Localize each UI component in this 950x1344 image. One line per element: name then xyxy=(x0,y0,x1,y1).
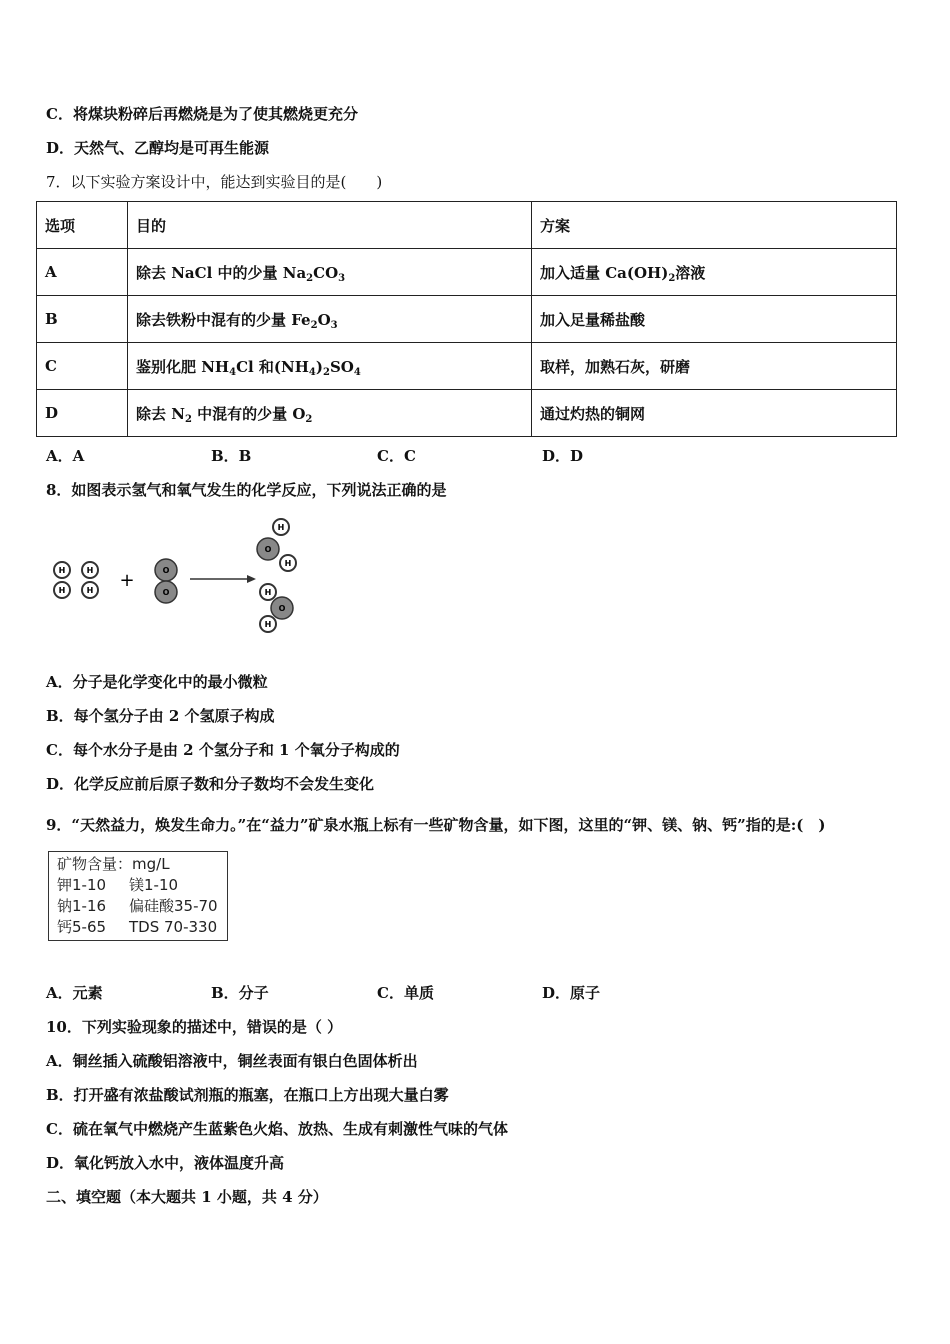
mineral-item: 钠1-16 xyxy=(57,897,107,915)
mineral-item: 镁1-10 xyxy=(129,876,179,894)
svg-text:O: O xyxy=(162,566,170,575)
svg-text:O: O xyxy=(162,588,170,597)
svg-text:H: H xyxy=(284,559,292,568)
mineral-item: 钾1-10 xyxy=(57,876,107,894)
hydrogen-molecule xyxy=(82,562,98,598)
plus-sign: + xyxy=(119,570,135,591)
q10-option-a[interactable]: A．铜丝插入硫酸铝溶液中，铜丝表面有银白色固体析出 xyxy=(46,1052,418,1070)
mineral-item: 偏硅酸35-70 xyxy=(129,897,218,915)
q10-option-d[interactable]: D．氧化钙放入水中，液体温度升高 xyxy=(46,1154,285,1172)
hydrogen-molecule xyxy=(54,562,70,598)
row-plan: 取样，加熟石灰，研磨 xyxy=(532,343,897,390)
q6-option-d: D．天然气、乙醇均是可再生能源 xyxy=(46,139,270,157)
svg-text:H: H xyxy=(277,523,285,532)
table-row xyxy=(37,343,897,390)
q7-experiment-table xyxy=(36,201,897,437)
choice-d[interactable]: D．原子 xyxy=(542,984,601,1002)
svg-text:H: H xyxy=(86,586,94,595)
water-molecule xyxy=(260,584,293,632)
choice-b[interactable]: B．分子 xyxy=(211,984,269,1002)
choice-c[interactable]: C．C xyxy=(377,447,416,465)
arrow-icon xyxy=(190,575,256,583)
row-option: A xyxy=(37,249,128,296)
choice-d[interactable]: D．D xyxy=(542,447,584,465)
q9-stem: 9．“天然益力，焕发生命力。”在“益力”矿泉水瓶上标有一些矿物含量，如下图，这里的“钾、镁、钠、钙”指的是:( ) xyxy=(46,816,826,834)
oxygen-molecule xyxy=(155,559,177,603)
header-purpose: 目的 xyxy=(128,202,532,249)
mineral-item: 钙5-65 xyxy=(57,918,107,936)
mineral-label-title: 矿物含量：mg/L xyxy=(57,855,170,873)
svg-text:H: H xyxy=(264,620,272,629)
mineral-content-label xyxy=(48,851,228,941)
water-molecule xyxy=(257,519,296,571)
q8-option-c[interactable]: C．每个水分子是由 2 个氢分子和 1 个氧分子构成的 xyxy=(46,741,400,759)
q10-option-b[interactable]: B．打开盛有浓盐酸试剂瓶的瓶塞，在瓶口上方出现大量白雾 xyxy=(46,1086,449,1104)
mineral-item: TDS 70-330 xyxy=(129,918,218,936)
table-row xyxy=(37,390,897,437)
choice-a[interactable]: A．元素 xyxy=(46,984,103,1002)
svg-text:O: O xyxy=(264,545,272,554)
q8-option-d[interactable]: D．化学反应前后原子数和分子数均不会发生变化 xyxy=(46,775,375,793)
q10-stem: 10．下列实验现象的描述中，错误的是（ ） xyxy=(46,1018,343,1036)
row-plan: 通过灼热的铜网 xyxy=(532,390,897,437)
row-option: D xyxy=(37,390,128,437)
row-purpose: 除去 $N_2$ 中混有的少量 $O_2$ xyxy=(128,390,532,437)
row-purpose: 除去 NaCl 中的少量 $Na_2CO_3$ xyxy=(128,249,532,296)
header-option: 选项 xyxy=(37,202,128,249)
table-row xyxy=(37,249,897,296)
svg-text:H: H xyxy=(58,586,66,595)
table-row xyxy=(37,296,897,343)
q8-option-b[interactable]: B．每个氢分子由 2 个氢原子构成 xyxy=(46,707,275,725)
svg-text:H: H xyxy=(264,588,272,597)
svg-text:O: O xyxy=(278,604,286,613)
q10-option-c[interactable]: C．硫在氧气中燃烧产生蓝紫色火焰、放热、生成有刺激性气味的气体 xyxy=(46,1120,508,1138)
q8-stem: 8．如图表示氢气和氧气发生的化学反应，下列说法正确的是 xyxy=(46,481,447,499)
svg-text:H: H xyxy=(86,566,94,575)
header-plan: 方案 xyxy=(532,202,897,249)
q6-option-c: C．将煤块粉碎后再燃烧是为了使其燃烧更充分 xyxy=(46,105,358,123)
q7-stem: 7．以下实验方案设计中，能达到实验目的是( ) xyxy=(46,173,383,191)
row-option: C xyxy=(37,343,128,390)
choice-b[interactable]: B．B xyxy=(211,447,252,465)
table-header-row xyxy=(37,202,897,249)
row-plan: 加入适量 $Ca(OH)_2$溶液 xyxy=(532,249,897,296)
choice-a[interactable]: A．A xyxy=(46,447,85,465)
row-purpose: 除去铁粉中混有的少量 $Fe_2O_3$ xyxy=(128,296,532,343)
choice-c[interactable]: C．单质 xyxy=(377,984,434,1002)
row-plan: 加入足量稀盐酸 xyxy=(532,296,897,343)
section-heading: 二、填空题（本大题共 1 小题，共 4 分） xyxy=(46,1188,328,1206)
row-purpose: 鉴别化肥 $NH_4Cl$ 和$(NH_4)_2SO_4$ xyxy=(128,343,532,390)
q8-option-a[interactable]: A．分子是化学变化中的最小微粒 xyxy=(46,673,268,691)
svg-text:H: H xyxy=(58,566,66,575)
row-option: B xyxy=(37,296,128,343)
reaction-diagram xyxy=(44,512,314,642)
